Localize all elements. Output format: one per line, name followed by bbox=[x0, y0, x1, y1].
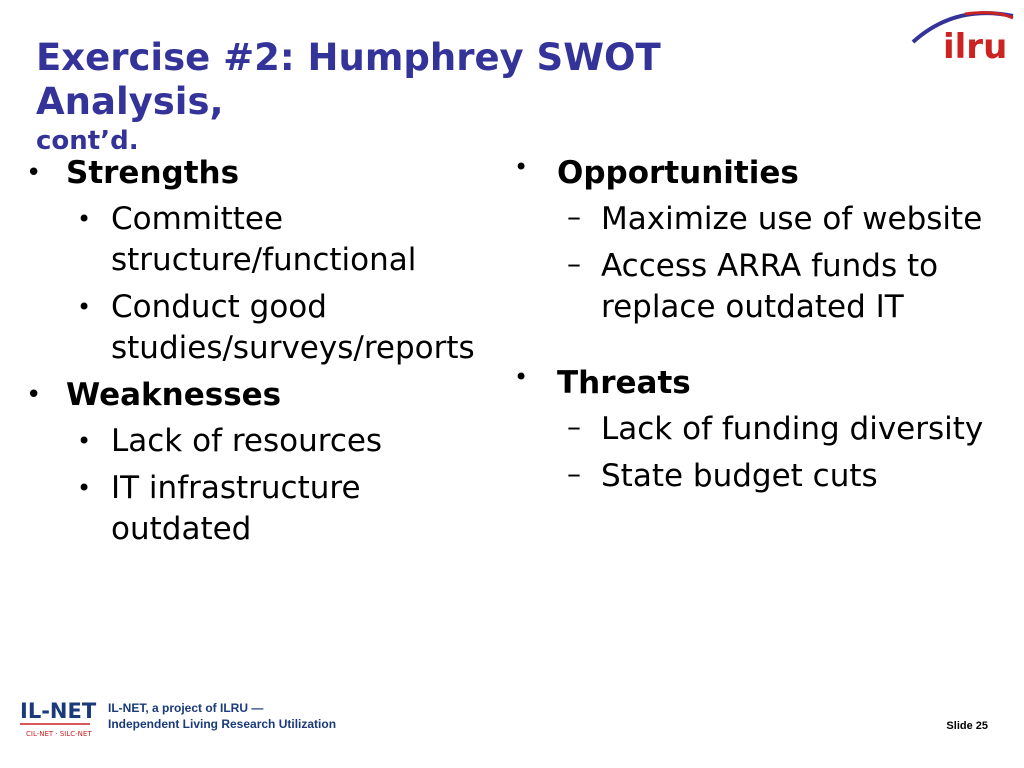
dash-icon: – bbox=[567, 410, 581, 443]
list-item bbox=[514, 409, 1014, 450]
dash-icon: – bbox=[567, 457, 581, 490]
heading-text: Weaknesses bbox=[66, 377, 282, 413]
footer-line-1: IL-NET, a project of ILRU — bbox=[108, 701, 264, 715]
bullet-icon: • bbox=[77, 427, 92, 455]
item-text: Lack of funding diversity bbox=[601, 411, 984, 447]
list-item bbox=[26, 287, 506, 369]
dash-icon: – bbox=[567, 200, 581, 233]
title-line-2: cont’d. bbox=[36, 126, 139, 156]
item-text: Conduct good studies/surveys/reports bbox=[111, 289, 475, 366]
bullet-icon: • bbox=[26, 158, 42, 188]
item-text: IT infrastructure outdated bbox=[111, 470, 361, 547]
slide-title bbox=[36, 36, 856, 158]
footer-tagline bbox=[108, 700, 336, 732]
heading-text: Strengths bbox=[66, 155, 240, 191]
ilru-logo-text: ilru bbox=[943, 27, 1008, 67]
strengths-heading bbox=[26, 153, 506, 193]
item-text: Maximize use of website bbox=[601, 201, 983, 237]
left-column bbox=[26, 150, 506, 556]
list-item bbox=[514, 246, 1014, 328]
list-item bbox=[26, 421, 506, 462]
il-net-logo-text: IL-NET bbox=[20, 699, 97, 723]
list-item bbox=[26, 199, 506, 281]
dash-icon: – bbox=[567, 247, 581, 280]
item-text: State budget cuts bbox=[601, 458, 878, 494]
bullet-icon: • bbox=[77, 205, 92, 233]
title-line-1: Exercise #2: Humphrey SWOT Analysis, bbox=[36, 36, 661, 123]
item-text: Access ARRA funds to replace outdated IT bbox=[601, 248, 939, 325]
slide-number: Slide 25 bbox=[946, 720, 988, 732]
bullet-icon: • bbox=[77, 474, 92, 502]
bullet-icon: • bbox=[77, 293, 92, 321]
heading-text: Threats bbox=[557, 365, 691, 401]
bullet-icon: • bbox=[514, 363, 529, 391]
footer-line-2: Independent Living Research Utilization bbox=[108, 717, 337, 731]
item-text: Lack of resources bbox=[111, 423, 383, 459]
ilru-logo bbox=[905, 4, 1017, 74]
threats-heading bbox=[514, 363, 1014, 403]
il-net-logo-subtext: CIL-NET · SILC-NET bbox=[26, 730, 92, 738]
item-text: Committee structure/functional bbox=[111, 201, 417, 278]
bullet-icon: • bbox=[26, 380, 42, 410]
right-column bbox=[514, 150, 1014, 503]
heading-text: Opportunities bbox=[557, 155, 799, 191]
il-net-logo bbox=[20, 694, 100, 744]
list-item bbox=[514, 199, 1014, 240]
weaknesses-heading bbox=[26, 375, 506, 415]
opportunities-heading bbox=[514, 153, 1014, 193]
list-item bbox=[26, 468, 506, 550]
bullet-icon: • bbox=[514, 153, 529, 181]
list-item bbox=[514, 456, 1014, 497]
